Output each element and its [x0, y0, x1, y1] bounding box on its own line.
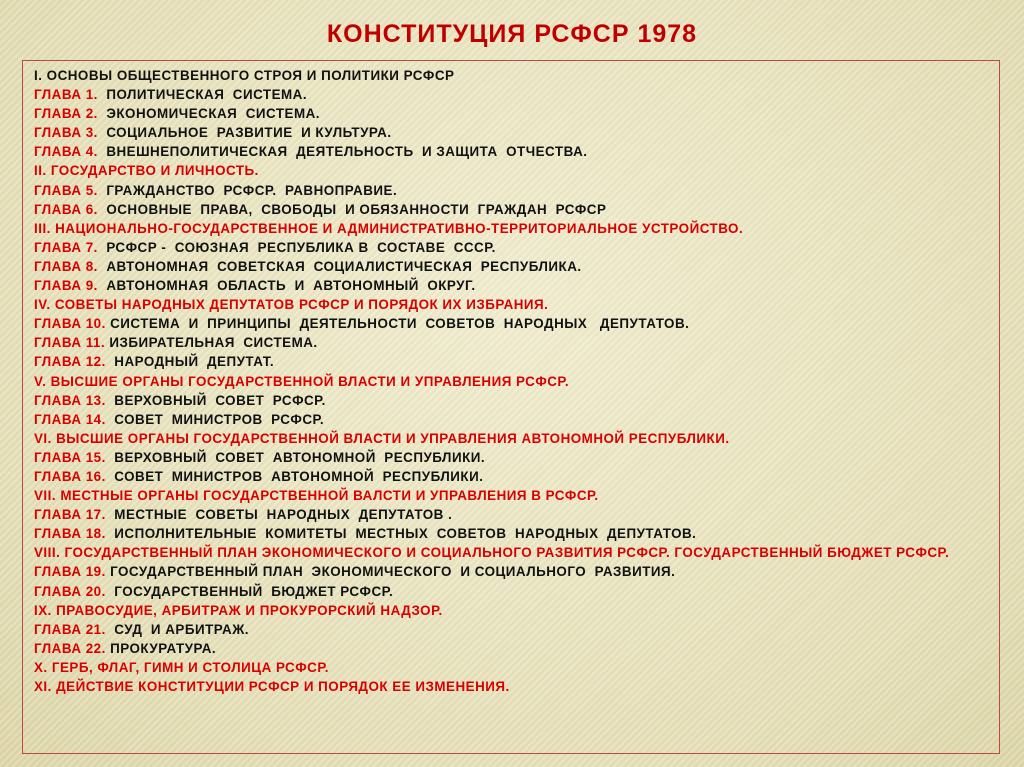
toc-section: IX. ПРАВОСУДИЕ, АРБИТРАЖ И ПРОКУРОРСКИЙ НАДЗОР.: [34, 602, 443, 618]
chapter-title: ПРОКУРАТУРА.: [105, 640, 217, 656]
chapter-title: МЕСТНЫЕ СОВЕТЫ НАРОДНЫХ ДЕПУТАТОВ .: [105, 507, 453, 523]
toc-section: VI. ВЫСШИЕ ОРГАНЫ ГОСУДАРСТВЕННОЙ ВЛАСТИ И УПРАВЛЕНИЯ АВТОНОМНОЙ РЕСПУБЛИКИ.: [34, 430, 730, 446]
toc-chapter: [34, 391, 964, 410]
chapter-label: ГЛАВА 17.: [34, 507, 106, 523]
chapter-title: СОЦИАЛЬНОЕ РАЗВИТИЕ И КУЛЬТУРА.: [97, 125, 392, 141]
toc-chapter: [34, 85, 964, 104]
chapter-title: АВТОНОМНАЯ СОВЕТСКАЯ СОЦИАЛИСТИЧЕСКАЯ РЕСПУБЛИКА.: [97, 258, 582, 274]
toc-chapter: [34, 123, 964, 142]
chapter-title: ГРАЖДАНСТВО РСФСР. РАВНОПРАВИЕ.: [97, 182, 398, 198]
chapter-label: ГЛАВА 7.: [34, 239, 98, 255]
chapter-label: ГЛАВА 4.: [34, 144, 98, 160]
toc-chapter: [34, 582, 964, 601]
chapter-label: ГЛАВА 1.: [34, 87, 98, 103]
chapter-title: СИСТЕМА И ПРИНЦИПЫ ДЕЯТЕЛЬНОСТИ СОВЕТОВ НАРОДНЫХ ДЕПУТАТОВ.: [105, 316, 690, 332]
toc-section: VII. МЕСТНЫЕ ОРГАНЫ ГОСУДАРСТВЕННОЙ ВАЛСТИ И УПРАВЛЕНИЯ В РСФСР.: [34, 488, 599, 504]
toc-chapter: [34, 562, 964, 581]
toc-list: [34, 66, 964, 696]
chapter-label: ГЛАВА 19.: [34, 564, 106, 580]
toc-chapter: [34, 314, 964, 333]
toc-chapter: [34, 448, 964, 467]
toc-chapter: [34, 181, 964, 200]
toc-section: II. ГОСУДАРСТВО И ЛИЧНОСТЬ.: [34, 163, 259, 179]
chapter-label: ГЛАВА 13.: [34, 392, 106, 408]
chapter-label: ГЛАВА 18.: [34, 526, 106, 542]
toc-section: X. ГЕРБ, ФЛАГ, ГИМН И СТОЛИЦА РСФСР.: [34, 659, 329, 675]
chapter-label: ГЛАВА 15.: [34, 449, 106, 465]
toc-chapter: [34, 639, 964, 658]
chapter-label: ГЛАВА 14.: [34, 411, 106, 427]
chapter-title: НАРОДНЫЙ ДЕПУТАТ.: [105, 354, 275, 370]
toc-chapter: [34, 505, 964, 524]
chapter-label: ГЛАВА 10.: [34, 316, 106, 332]
toc-chapter: [34, 524, 964, 543]
chapter-title: ИЗБИРАТЕЛЬНАЯ СИСТЕМА.: [105, 335, 318, 351]
chapter-title: ВНЕШНЕПОЛИТИЧЕСКАЯ ДЕЯТЕЛЬНОСТЬ И ЗАЩИТА ОТЧЕСТВА.: [97, 144, 588, 160]
chapter-label: ГЛАВА 21.: [34, 621, 106, 637]
chapter-title: РСФСР - СОЮЗНАЯ РЕСПУБЛИКА В СОСТАВЕ СССР.: [97, 239, 496, 255]
chapter-label: ГЛАВА 6.: [34, 201, 98, 217]
toc-chapter: [34, 276, 964, 295]
page-title: КОНСТИТУЦИЯ РСФСР 1978: [326, 20, 698, 48]
chapter-title: ПОЛИТИЧЕСКАЯ СИСТЕМА.: [97, 87, 308, 103]
toc-chapter: [34, 142, 964, 161]
toc-section: VIII. ГОСУДАРСТВЕННЫЙ ПЛАН ЭКОНОМИЧЕСКОГО И СОЦИАЛЬНОГО РАЗВИТИЯ РСФСР. ГОСУДАРСТВЕННЫЙ БЮДЖЕТ РСФСР.: [34, 545, 950, 561]
chapter-label: ГЛАВА 12.: [34, 354, 106, 370]
chapter-label: ГЛАВА 8.: [34, 258, 98, 274]
toc-chapter: [34, 333, 964, 352]
chapter-title: ЭКОНОМИЧЕСКАЯ СИСТЕМА.: [97, 106, 321, 122]
toc-chapter: [34, 257, 964, 276]
chapter-title: ГОСУДАРСТВЕННЫЙ БЮДЖЕТ РСФСР.: [105, 583, 394, 599]
chapter-label: ГЛАВА 20.: [34, 583, 106, 599]
chapter-label: ГЛАВА 9.: [34, 278, 98, 294]
toc-chapter: [34, 410, 964, 429]
toc-chapter: [34, 467, 964, 486]
chapter-label: ГЛАВА 22.: [34, 640, 106, 656]
chapter-title: СОВЕТ МИНИСТРОВ РСФСР.: [105, 411, 325, 427]
chapter-label: ГЛАВА 11.: [34, 335, 106, 351]
chapter-title: СУД И АРБИТРАЖ.: [105, 621, 250, 637]
toc-section: V. ВЫСШИЕ ОРГАНЫ ГОСУДАРСТВЕННОЙ ВЛАСТИ И УПРАВЛЕНИЯ РСФСР.: [34, 373, 570, 389]
toc-chapter: [34, 620, 964, 639]
chapter-label: ГЛАВА 3.: [34, 125, 98, 141]
chapter-title: АВТОНОМНАЯ ОБЛАСТЬ И АВТОНОМНЫЙ ОКРУГ.: [97, 278, 476, 294]
chapter-title: ИСПОЛНИТЕЛЬНЫЕ КОМИТЕТЫ МЕСТНЫХ СОВЕТОВ НАРОДНЫХ ДЕПУТАТОВ.: [105, 526, 697, 542]
chapter-title: ОСНОВНЫЕ ПРАВА, СВОБОДЫ И ОБЯЗАННОСТИ ГРАЖДАН РСФСР: [97, 201, 607, 217]
toc-chapter: [34, 104, 964, 123]
toc-chapter: [34, 238, 964, 257]
toc-section: III. НАЦИОНАЛЬНО-ГОСУДАРСТВЕННОЕ И АДМИНИСТРАТИВНО-ТЕРРИТОРИАЛЬНОЕ УСТРОЙСТВО.: [34, 220, 744, 236]
chapter-label: ГЛАВА 5.: [34, 182, 98, 198]
chapter-label: ГЛАВА 2.: [34, 106, 98, 122]
toc-chapter: [34, 200, 964, 219]
chapter-title: СОВЕТ МИНИСТРОВ АВТОНОМНОЙ РЕСПУБЛИКИ.: [105, 468, 484, 484]
chapter-title: ГОСУДАРСТВЕННЫЙ ПЛАН ЭКОНОМИЧЕСКОГО И СОЦИАЛЬНОГО РАЗВИТИЯ.: [105, 564, 676, 580]
toc-section: I. ОСНОВЫ ОБЩЕСТВЕННОГО СТРОЯ И ПОЛИТИКИ РСФСР: [34, 68, 455, 83]
chapter-title: ВЕРХОВНЫЙ СОВЕТ РСФСР.: [105, 392, 326, 408]
toc-chapter: [34, 352, 964, 371]
chapter-label: ГЛАВА 16.: [34, 468, 106, 484]
toc-section: IV. СОВЕТЫ НАРОДНЫХ ДЕПУТАТОВ РСФСР И ПОРЯДОК ИХ ИЗБРАНИЯ.: [34, 297, 549, 313]
chapter-title: ВЕРХОВНЫЙ СОВЕТ АВТОНОМНОЙ РЕСПУБЛИКИ.: [105, 449, 486, 465]
toc-section: XI. ДЕЙСТВИЕ КОНСТИТУЦИИ РСФСР И ПОРЯДОК ЕЕ ИЗМЕНЕНИЯ.: [34, 679, 510, 694]
